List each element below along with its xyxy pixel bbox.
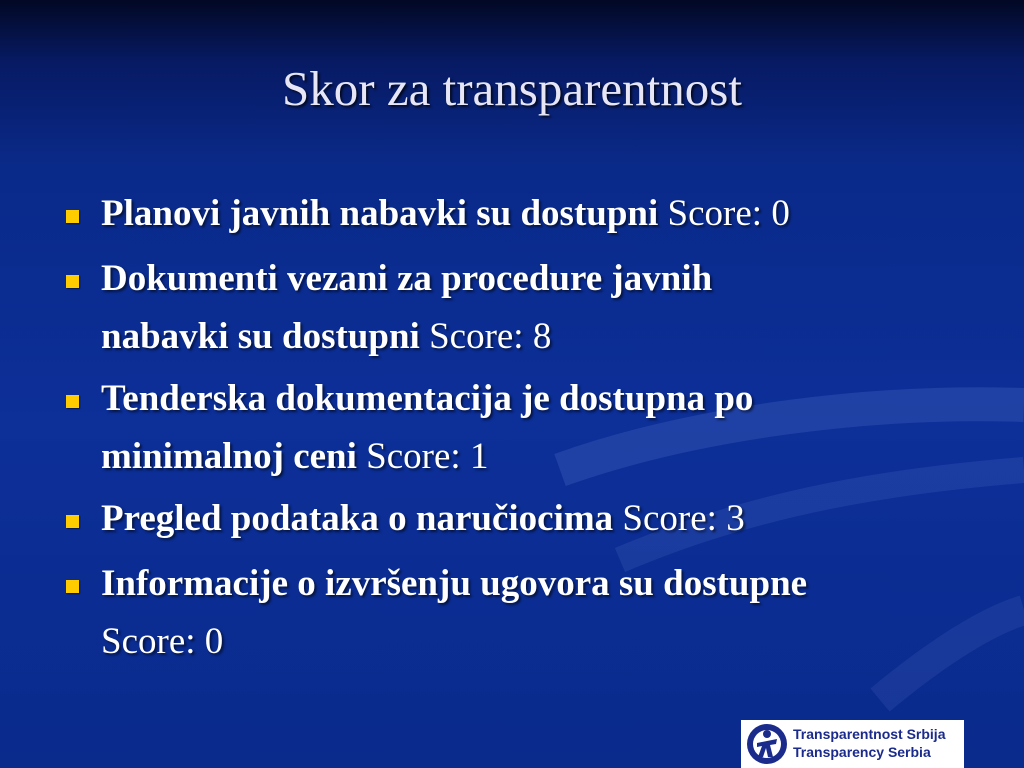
bullet-text xyxy=(101,555,981,671)
bullet-main: Informacije o izvršenju ugovora su dostupne xyxy=(101,563,808,604)
bullet-marker-icon xyxy=(66,395,79,408)
bullet-text xyxy=(101,185,981,243)
bullet-main-line2: nabavki su dostupni xyxy=(101,316,420,357)
bullet-marker-icon xyxy=(66,210,79,223)
bullet-main: Pregled podataka o naručiocima xyxy=(101,498,614,539)
bullet-marker-icon xyxy=(66,580,79,593)
bullet-score: Score: 0 xyxy=(101,621,224,662)
logo-line-1: Transparentnost Srbija xyxy=(793,726,946,742)
transparency-serbia-logo xyxy=(741,720,964,768)
bullet-score: Score: 3 xyxy=(622,498,745,539)
logo-line-2: Transparency Serbia xyxy=(793,744,931,760)
slide-title: Skor za transparentnost xyxy=(282,61,742,116)
bullet-score: Score: 0 xyxy=(667,193,790,234)
bullet-main-line1: Tenderska dokumentacija je dostupna po xyxy=(101,378,754,419)
bullet-marker-icon xyxy=(66,515,79,528)
transparency-emblem-icon xyxy=(743,721,791,767)
bullet-score: Score: 8 xyxy=(429,316,552,357)
bullet-text xyxy=(101,490,981,548)
bullet-text xyxy=(101,370,981,486)
bullet-main-line1: Dokumenti vezani za procedure javnih xyxy=(101,258,713,299)
bullet-marker-icon xyxy=(66,275,79,288)
bullet-score: Score: 1 xyxy=(366,436,489,477)
bullet-main: Planovi javnih nabavki su dostupni xyxy=(101,193,659,234)
bullet-main-line2: minimalnoj ceni xyxy=(101,436,357,477)
bullet-text xyxy=(101,250,981,366)
